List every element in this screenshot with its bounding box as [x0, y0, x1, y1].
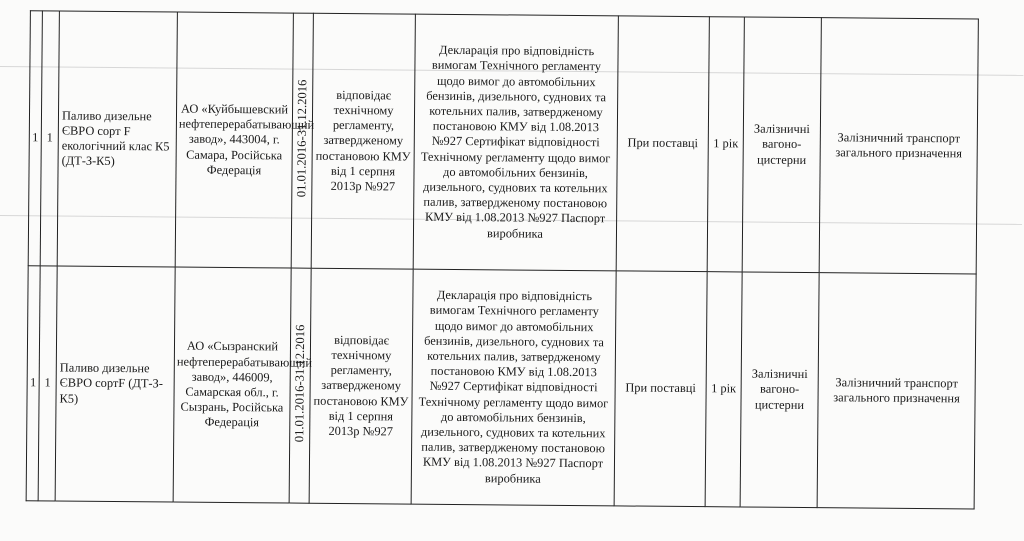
conformity-cell: відповідає технічному регламенту, затвердженому постановою КМУ від 1 серпня 2013р №927 — [311, 13, 415, 269]
conformity-cell: відповідає технічному регламенту, затвердженому постановою КМУ від 1 серпня 2013р №927 — [309, 268, 413, 504]
validity-period-text: 01.01.2016-31.12.2016 — [294, 79, 310, 198]
manufacturer-cell: АО «Сызранский нефтеперерабатывающий завод», 446009, Самарская обл., г. Сызрань, Російська Федерація — [173, 267, 291, 503]
manufacturer-cell: АО «Куйбышевский нефтеперерабатывающий завод», 443004, г. Самара, Російська Федерація — [175, 12, 293, 268]
container-cell: Залізничні вагоно-цистерни — [742, 17, 821, 273]
row-subnumber-cell: 1 — [40, 11, 59, 266]
transport-cell: Залізничний транспорт загального призначення — [817, 273, 976, 509]
validity-period-text: 01.01.2016-31.12.2016 — [292, 324, 308, 443]
product-name-cell: Паливо дизельне ЄВРО сортF (ДТ-З-К5) — [55, 266, 175, 502]
documents-cell: Декларація про відповідність вимогам Технічного регламенту щодо вимог до автомобільних бензинів, дизельного, суднових та котельних палив, затвердженому постановою КМУ від 1.08.2013 №927 Сертифікат відповідності Технічному регламенту щодо вимог до автомобільних бензинів, дизельного, суднових та котельних палив, затвердженому постановою КМУ від 1.08.2013 №927 Паспорт виробника — [411, 269, 616, 506]
control-cell: При поставці — [614, 271, 707, 507]
term-cell: 1 рік — [705, 272, 742, 507]
control-cell: При поставці — [616, 16, 709, 272]
documents-cell: Декларація про відповідність вимогам Технічного регламенту щодо вимог до автомобільних бензинів, дизельного, суднових та котельних палив, затвердженому постановою КМУ від 1.08.2013 №927 Сертифікат відповідності Технічному регламенту щодо вимог до автомобільних бензинів, дизельного, суднових та котельних палив, затвердженому постановою КМУ від 1.08.2013 №927 Паспорт виробника — [413, 14, 618, 271]
table-row — [26, 266, 976, 509]
product-name-cell: Паливо дизельне ЄВРО сорт F екологічний клас К5 (ДТ-З-К5) — [57, 11, 177, 267]
row-number-cell: 1 — [28, 11, 42, 266]
validity-period-cell — [291, 13, 313, 268]
validity-period-cell — [289, 268, 311, 503]
certification-table — [26, 10, 979, 509]
container-cell: Залізничні вагоно-цистерни — [740, 272, 819, 508]
transport-cell: Залізничний транспорт загального призначення — [819, 18, 978, 274]
row-number-cell: 1 — [26, 266, 40, 501]
term-cell: 1 рік — [707, 17, 744, 272]
table-row — [28, 11, 978, 274]
row-subnumber-cell: 1 — [38, 266, 57, 501]
